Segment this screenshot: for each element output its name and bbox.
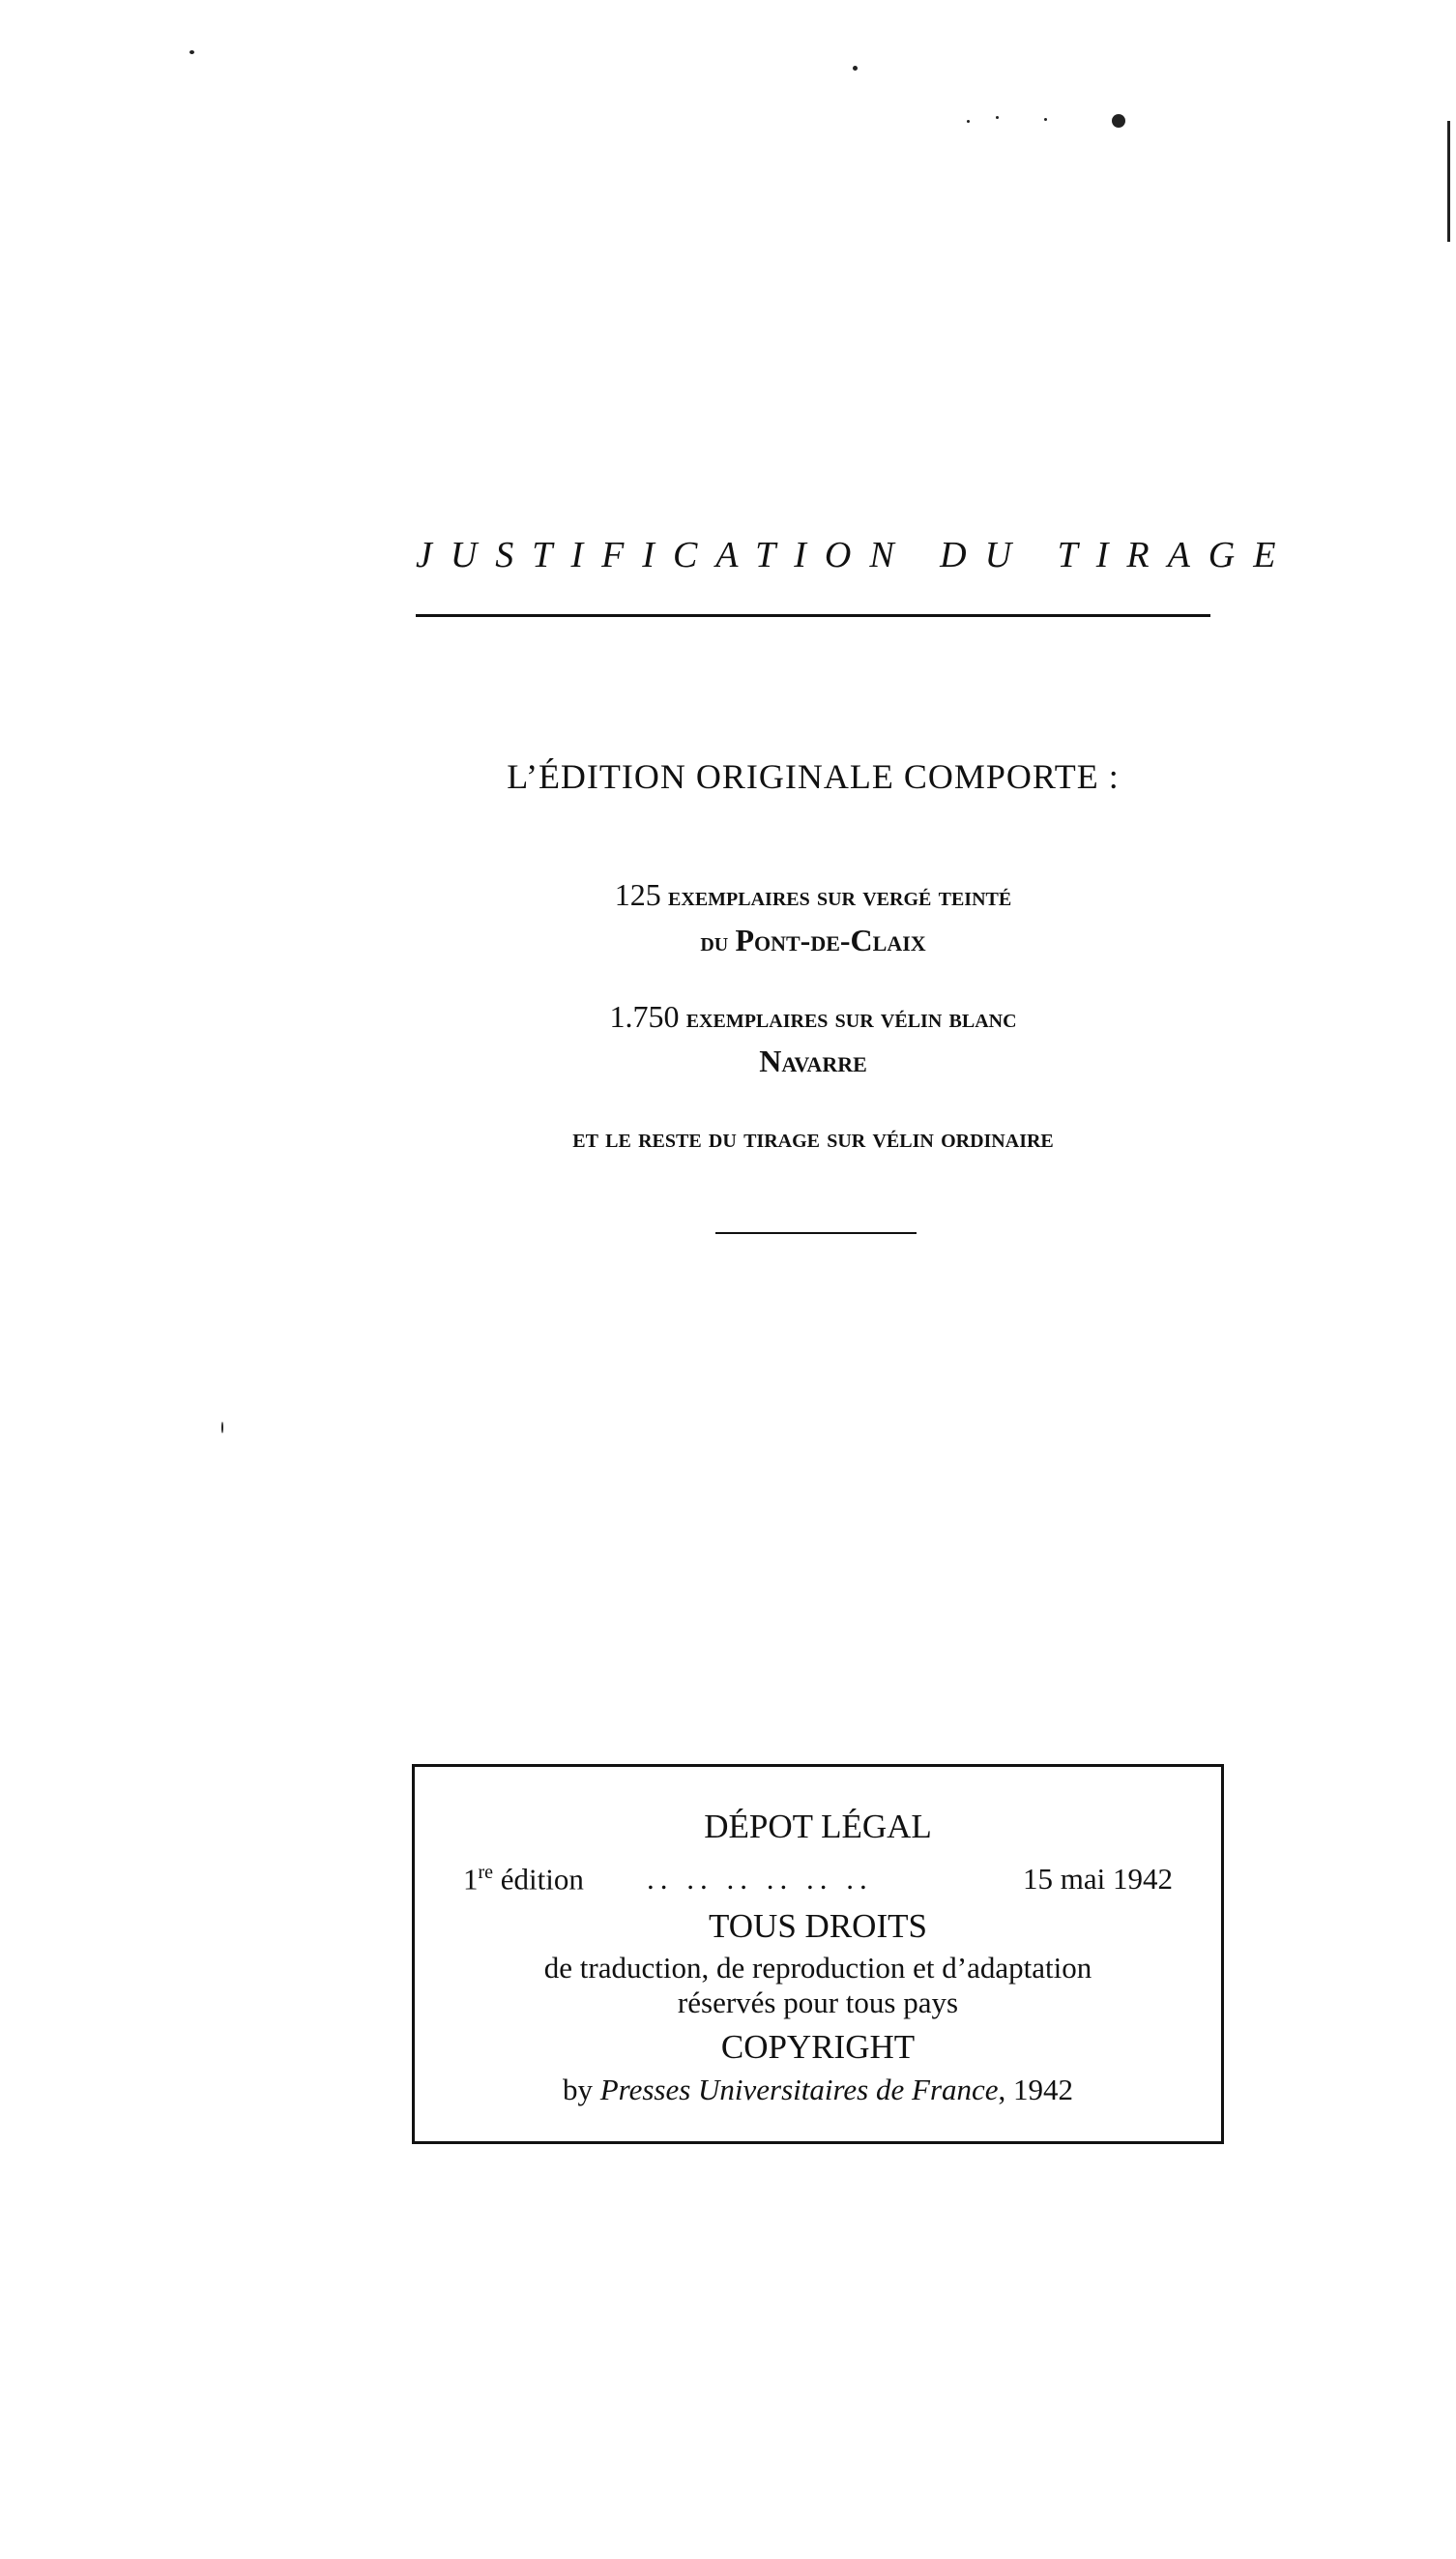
droits-line-2: réservés pour tous pays (677, 1985, 959, 2019)
scan-speck (1044, 118, 1047, 121)
tirage-line-navarre (416, 1040, 1210, 1084)
copyright-line (415, 2073, 1221, 2107)
tirage-mill-pont-de-claix: Pont-de-Claix (735, 923, 926, 957)
scan-speck (221, 1422, 223, 1433)
tirage-line-verge (416, 873, 1210, 918)
droits-line-1: de traduction, de reproduction et d’adaptation (543, 1951, 1092, 1985)
edition-intro: L’ÉDITION ORIGINALE COMPORTE : (507, 757, 1120, 796)
copyright-by: by (562, 2073, 593, 2106)
edition-leader-dots: .. .. .. .. .. .. (647, 1862, 873, 1896)
depot-legal-title: DÉPOT LÉGAL (704, 1808, 932, 1845)
tirage-count-velin: 1.750 (609, 999, 680, 1034)
scan-edge-line (1447, 121, 1450, 242)
scan-speck (967, 120, 970, 123)
scan-speck (189, 50, 194, 54)
tirage-paper-verge: exemplaires sur vergé teinté (668, 881, 1012, 912)
copyright-publisher: Presses Universitaires de France (599, 2073, 999, 2106)
copyright-title: COPYRIGHT (720, 2028, 916, 2066)
edition-label (463, 1862, 584, 1897)
page-heading: JUSTIFICATION DU TIRAGE (416, 535, 1295, 575)
edition-superscript: re (478, 1862, 494, 1883)
heading-rule (416, 614, 1210, 617)
tirage-line-reste: et le reste du tirage sur vélin ordinaire (572, 1123, 1054, 1154)
tirage-count-verge: 125 (614, 877, 661, 912)
scan-speck (996, 116, 999, 119)
tirage-line-velin (416, 995, 1210, 1040)
scan-speck (1112, 114, 1125, 128)
copyright-year: , 1942 (998, 2073, 1074, 2106)
edition-number: 1 (463, 1862, 479, 1897)
edition-word: édition (500, 1862, 584, 1897)
tirage-line-pont-de-claix (416, 919, 1210, 963)
edition-date: 15 mai 1942 (1023, 1862, 1173, 1896)
tirage-paper-velin: exemplaires sur vélin blanc (685, 1003, 1017, 1034)
section-divider (715, 1232, 917, 1234)
legal-box (412, 1764, 1224, 2144)
scan-speck (853, 66, 858, 71)
tirage-prefix-du: du (700, 927, 729, 957)
tirage-mill-navarre: Navarre (759, 1044, 867, 1078)
droits-title: TOUS DROITS (709, 1907, 927, 1945)
